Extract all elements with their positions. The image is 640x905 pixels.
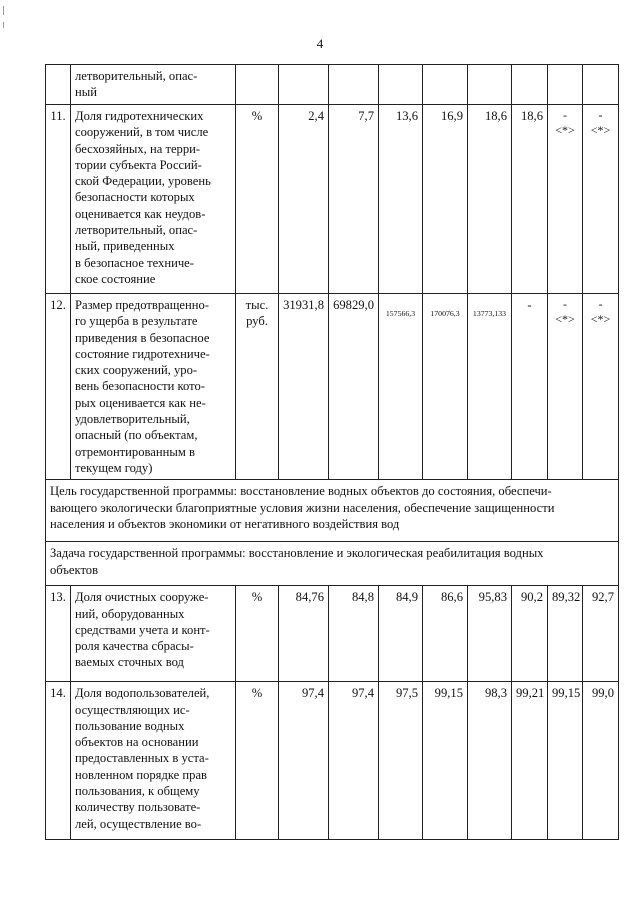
value-cell: 69829,0 — [329, 294, 379, 480]
value-cell: 16,9 — [423, 105, 468, 294]
table-row — [46, 586, 619, 682]
value-cell: 92,7 — [583, 586, 619, 682]
row-number — [46, 65, 71, 105]
value-line: <*> — [555, 312, 575, 326]
indicator-line: ний, оборудованных — [75, 606, 185, 621]
indicator-line: бесхозяйных, на терри- — [75, 141, 201, 156]
table-row — [46, 294, 619, 480]
indicator-line: ской Федерации, уровень — [75, 174, 211, 189]
value-cell: 18,6 — [468, 105, 512, 294]
indicator-line: ный — [75, 85, 97, 100]
value-cell — [583, 294, 619, 480]
indicator-line: осуществляющих ис- — [75, 702, 190, 717]
unit-line: % — [251, 686, 263, 701]
value-cell: 13,6 — [379, 105, 423, 294]
value-cell: 99,0 — [583, 682, 619, 840]
table-row — [46, 105, 619, 294]
value-cell: 7,7 — [329, 105, 379, 294]
indicator-line: в безопасное техниче- — [75, 255, 194, 270]
value-cell: - — [512, 294, 548, 480]
value-cell: 18,6 — [512, 105, 548, 294]
value-line: - — [563, 108, 567, 122]
indicator-line: состояние гидротехниче- — [75, 346, 210, 361]
value-cell: 86,6 — [423, 586, 468, 682]
goal-text-line: населения и объектов экономики от негативного воздействия вод — [50, 516, 400, 531]
value-cell — [468, 65, 512, 105]
value-cell: 99,15 — [423, 682, 468, 840]
indicator-line: Доля очистных сооруже- — [75, 590, 209, 605]
value-line: <*> — [590, 312, 611, 326]
indicator-line: роля качества сбрасы- — [75, 639, 194, 654]
unit-cell — [236, 105, 279, 294]
goal-text-line: Цель государственной программы: восстановление водных объектов до состояния, обеспечи- — [50, 484, 552, 499]
page-number: 4 — [316, 36, 324, 51]
table-row — [46, 480, 619, 542]
indicator-line: летворительный, опас- — [75, 223, 198, 238]
indicator-line: удовлетворительный, — [75, 412, 190, 427]
indicator-line: оценивается как неудов- — [75, 206, 206, 221]
indicator-line: тории субъекта Россий- — [75, 157, 202, 172]
indicator-line: пользования, к общему — [75, 784, 200, 799]
indicator-line: летворительный, опас- — [75, 69, 198, 83]
row-number: 13. — [46, 586, 71, 682]
row-number: 12. — [46, 294, 71, 480]
indicator-cell — [71, 586, 236, 682]
unit-cell — [236, 65, 279, 105]
goal-text — [46, 480, 619, 542]
indicator-line: приведения в безопасное — [75, 330, 210, 345]
unit-line: тыс. — [245, 298, 269, 312]
margin-mark — [3, 22, 4, 28]
indicator-line: текущем году) — [75, 460, 153, 475]
value-cell: 84,76 — [279, 586, 329, 682]
indicator-line: ских сооружений, уро- — [75, 363, 198, 378]
unit-cell — [236, 682, 279, 840]
value-cell: 99,15 — [548, 682, 583, 840]
value-cell: 97,5 — [379, 682, 423, 840]
value-cell — [279, 65, 329, 105]
indicator-line: рых оценивается как не- — [75, 395, 206, 410]
value-line: - — [563, 297, 567, 311]
indicator-line: пользование водных — [75, 718, 185, 733]
table-row — [46, 682, 619, 840]
indicator-cell — [71, 105, 236, 294]
value-cell — [548, 294, 583, 480]
value-cell: 90,2 — [512, 586, 548, 682]
value-cell: 84,9 — [379, 586, 423, 682]
indicator-line: предоставленных в уста- — [75, 751, 209, 766]
indicator-line: ское состояние — [75, 271, 156, 286]
value-cell — [423, 65, 468, 105]
indicator-line: го ущерба в результате — [75, 314, 198, 329]
value-line: <*> — [590, 123, 611, 137]
value-cell — [512, 65, 548, 105]
indicator-line: ный, приведенных — [75, 239, 175, 254]
value-cell: 31931,8 — [279, 294, 329, 480]
value-cell: 98,3 — [468, 682, 512, 840]
indicator-line: отремонтированным в — [75, 444, 195, 459]
row-number: 14. — [46, 682, 71, 840]
goal-text-line: вающего экологически благоприятные условия жизни населения, обеспечение защищенности — [50, 500, 555, 515]
task-text-line: объектов — [50, 562, 99, 577]
value-cell: 2,4 — [279, 105, 329, 294]
indicator-line: сооружений, в том числе — [75, 125, 209, 140]
value-cell — [583, 105, 619, 294]
value-cell: 89,32 — [548, 586, 583, 682]
indicator-cell — [71, 294, 236, 480]
value-cell — [329, 65, 379, 105]
value-cell: 97,4 — [279, 682, 329, 840]
value-cell: 84,8 — [329, 586, 379, 682]
unit-cell — [236, 586, 279, 682]
indicator-line: вень безопасности кото- — [75, 379, 205, 394]
indicator-line: средствами учета и конт- — [75, 622, 210, 637]
row-number: 11. — [46, 105, 71, 294]
value-cell: 99,21 — [512, 682, 548, 840]
indicator-line: опасный (по объектам, — [75, 428, 198, 443]
task-text — [46, 542, 619, 586]
indicator-line: Размер предотвращенно- — [75, 298, 209, 312]
indicator-line: Доля гидротехнических — [75, 109, 204, 123]
indicator-line: новленном порядке прав — [75, 767, 207, 782]
value-cell — [583, 65, 619, 105]
indicator-line: Доля водопользователей, — [75, 686, 210, 701]
indicator-line: лей, осуществление во- — [75, 816, 202, 831]
unit-line: руб. — [246, 314, 268, 329]
indicator-line: количеству пользовате- — [75, 800, 201, 815]
table-row — [46, 542, 619, 586]
indicators-table — [45, 64, 619, 840]
unit-line: % — [251, 590, 263, 605]
value-cell: 157566,3 — [379, 294, 423, 480]
value-cell — [548, 105, 583, 294]
value-line: <*> — [555, 123, 575, 137]
indicator-cell — [71, 682, 236, 840]
value-line: - — [598, 108, 603, 122]
value-cell: 170076,3 — [423, 294, 468, 480]
unit-line: % — [251, 109, 263, 123]
value-cell — [548, 65, 583, 105]
value-cell: 97,4 — [329, 682, 379, 840]
value-cell — [379, 65, 423, 105]
margin-mark — [3, 6, 4, 15]
value-cell: 95,83 — [468, 586, 512, 682]
indicator-cell — [71, 65, 236, 105]
task-text-line: Задача государственной программы: восстановление и экологическая реабилитация водных — [50, 546, 544, 561]
value-line: - — [598, 297, 603, 311]
indicator-line: объектов на основании — [75, 735, 199, 750]
unit-cell — [236, 294, 279, 480]
indicator-line: безопасности которых — [75, 190, 195, 205]
indicator-line: ваемых сточных вод — [75, 655, 184, 670]
value-cell: 13773,133 — [468, 294, 512, 480]
table-row — [46, 65, 619, 105]
